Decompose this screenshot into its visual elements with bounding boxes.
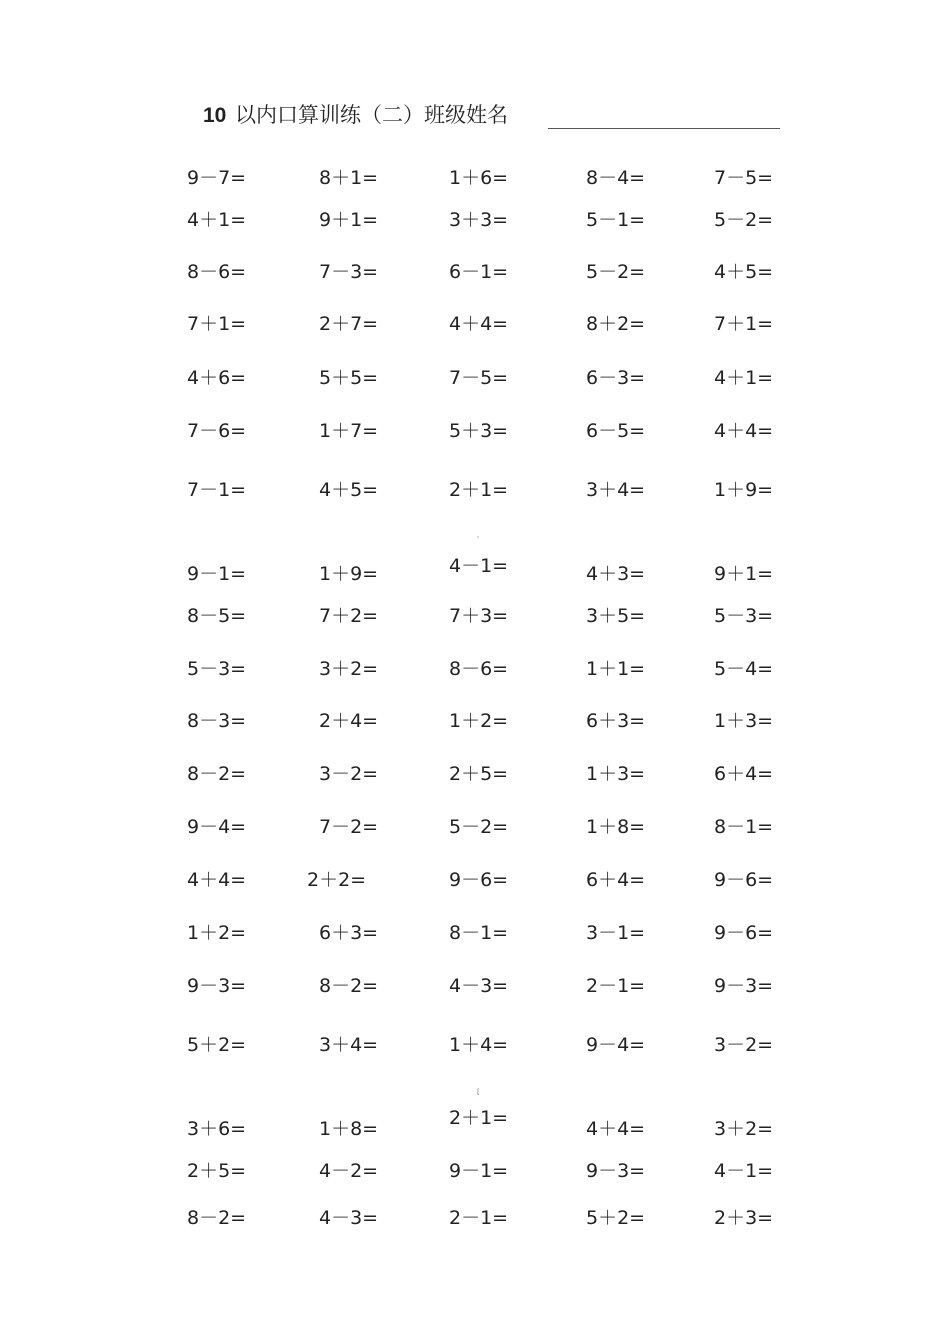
name-blank-line[interactable] (548, 128, 780, 129)
arithmetic-problem: 9－6= (714, 869, 774, 891)
arithmetic-problem: 9－4= (187, 816, 247, 838)
arithmetic-problem: 3＋3= (449, 209, 509, 231)
arithmetic-problem: 8－2= (319, 975, 379, 997)
arithmetic-problem: 4＋5= (319, 479, 379, 501)
arithmetic-problem: 9－7= (187, 167, 247, 189)
arithmetic-problem: 4＋6= (187, 367, 247, 389)
stray-mark: [ (477, 1088, 480, 1096)
arithmetic-problem: 4＋3= (586, 563, 646, 585)
arithmetic-problem: 5－2= (449, 816, 509, 838)
arithmetic-problem: 3－2= (714, 1034, 774, 1056)
arithmetic-problem: 9－3= (714, 975, 774, 997)
arithmetic-problem: 4＋4= (714, 420, 774, 442)
arithmetic-problem: 4＋4= (449, 313, 509, 335)
arithmetic-problem: 7－3= (319, 261, 379, 283)
arithmetic-problem: 5－4= (714, 658, 774, 680)
title-number: 10 (203, 104, 227, 127)
arithmetic-problem: 9－1= (187, 563, 247, 585)
arithmetic-problem: 3＋2= (714, 1118, 774, 1140)
arithmetic-problem: 6＋3= (586, 710, 646, 732)
arithmetic-problem: 1＋7= (319, 420, 379, 442)
arithmetic-problem: 3－1= (586, 922, 646, 944)
arithmetic-problem: 8－1= (449, 922, 509, 944)
stray-mark: ' (477, 535, 479, 543)
arithmetic-problem: 9－6= (449, 869, 509, 891)
arithmetic-problem: 6＋3= (319, 922, 379, 944)
arithmetic-problem: 4－3= (319, 1207, 379, 1229)
arithmetic-problem: 2－1= (586, 975, 646, 997)
arithmetic-problem: 6－5= (586, 420, 646, 442)
arithmetic-problem: 7＋1= (187, 313, 247, 335)
arithmetic-problem: 8－5= (187, 605, 247, 627)
arithmetic-problem: 6－3= (586, 367, 646, 389)
arithmetic-problem: 5－1= (586, 209, 646, 231)
arithmetic-problem: 8－2= (187, 1207, 247, 1229)
arithmetic-problem: 2＋1= (449, 1107, 509, 1129)
arithmetic-problem: 7－5= (714, 167, 774, 189)
arithmetic-problem: 8－1= (714, 816, 774, 838)
arithmetic-problem: 1＋9= (319, 563, 379, 585)
arithmetic-problem: 3－2= (319, 763, 379, 785)
arithmetic-problem: 3＋4= (319, 1034, 379, 1056)
arithmetic-problem: 2＋2= (307, 869, 367, 891)
arithmetic-problem: 1＋3= (714, 710, 774, 732)
arithmetic-problem: 8－6= (187, 261, 247, 283)
arithmetic-problem: 9＋1= (714, 563, 774, 585)
arithmetic-problem: 9－3= (187, 975, 247, 997)
arithmetic-problem: 7－1= (187, 479, 247, 501)
arithmetic-problem: 8－2= (187, 763, 247, 785)
arithmetic-problem: 4＋4= (187, 869, 247, 891)
arithmetic-problem: 8＋2= (586, 313, 646, 335)
arithmetic-problem: 8－3= (187, 710, 247, 732)
arithmetic-problem: 1＋3= (586, 763, 646, 785)
arithmetic-problem: 9－4= (586, 1034, 646, 1056)
arithmetic-problem: 9＋1= (319, 209, 379, 231)
arithmetic-problem: 5－3= (187, 658, 247, 680)
arithmetic-problem: 1＋9= (714, 479, 774, 501)
arithmetic-problem: 1＋8= (319, 1118, 379, 1140)
arithmetic-problem: 7－6= (187, 420, 247, 442)
arithmetic-problem: 4＋4= (586, 1118, 646, 1140)
arithmetic-problem: 9－3= (586, 1160, 646, 1182)
arithmetic-problem: 4－1= (714, 1160, 774, 1182)
arithmetic-problem: 8－6= (449, 658, 509, 680)
arithmetic-problem: 7－2= (319, 816, 379, 838)
arithmetic-problem: 5－2= (586, 261, 646, 283)
arithmetic-problem: 6＋4= (714, 763, 774, 785)
arithmetic-problem: 2＋7= (319, 313, 379, 335)
arithmetic-problem: 5＋2= (586, 1207, 646, 1229)
arithmetic-problem: 4＋5= (714, 261, 774, 283)
arithmetic-problem: 3＋2= (319, 658, 379, 680)
arithmetic-problem: 7＋1= (714, 313, 774, 335)
arithmetic-problem: 2＋3= (714, 1207, 774, 1229)
arithmetic-problem: 4＋1= (187, 209, 247, 231)
arithmetic-problem: 7＋2= (319, 605, 379, 627)
arithmetic-problem: 1＋2= (187, 922, 247, 944)
arithmetic-problem: 1＋6= (449, 167, 509, 189)
arithmetic-problem: 5＋2= (187, 1034, 247, 1056)
arithmetic-problem: 1＋2= (449, 710, 509, 732)
arithmetic-problem: 8＋1= (319, 167, 379, 189)
arithmetic-problem: 1＋8= (586, 816, 646, 838)
arithmetic-problem: 3＋4= (586, 479, 646, 501)
arithmetic-problem: 9－6= (714, 922, 774, 944)
arithmetic-problem: 3＋6= (187, 1118, 247, 1140)
arithmetic-problem: 4－1= (449, 555, 509, 577)
arithmetic-problem: 2－1= (449, 1207, 509, 1229)
worksheet-title (203, 98, 508, 133)
arithmetic-problem: 9－1= (449, 1160, 509, 1182)
arithmetic-problem: 7＋3= (449, 605, 509, 627)
arithmetic-problem: 3＋5= (586, 605, 646, 627)
arithmetic-problem: 5－3= (714, 605, 774, 627)
arithmetic-problem: 5＋5= (319, 367, 379, 389)
arithmetic-problem: 2＋4= (319, 710, 379, 732)
arithmetic-problem: 5＋3= (449, 420, 509, 442)
arithmetic-problem: 4－2= (319, 1160, 379, 1182)
arithmetic-problem: 2＋5= (187, 1160, 247, 1182)
arithmetic-problem: 5－2= (714, 209, 774, 231)
arithmetic-problem: 2＋1= (449, 479, 509, 501)
arithmetic-problem: 1＋1= (586, 658, 646, 680)
arithmetic-problem: 2＋5= (449, 763, 509, 785)
arithmetic-problem: 4－3= (449, 975, 509, 997)
arithmetic-problem: 6＋4= (586, 869, 646, 891)
arithmetic-problem: 1＋4= (449, 1034, 509, 1056)
arithmetic-problem: 8－4= (586, 167, 646, 189)
arithmetic-problem: 4＋1= (714, 367, 774, 389)
arithmetic-problem: 6－1= (449, 261, 509, 283)
title-text: 以内口算训练（二）班级姓名 (235, 103, 509, 127)
arithmetic-problem: 7－5= (449, 367, 509, 389)
